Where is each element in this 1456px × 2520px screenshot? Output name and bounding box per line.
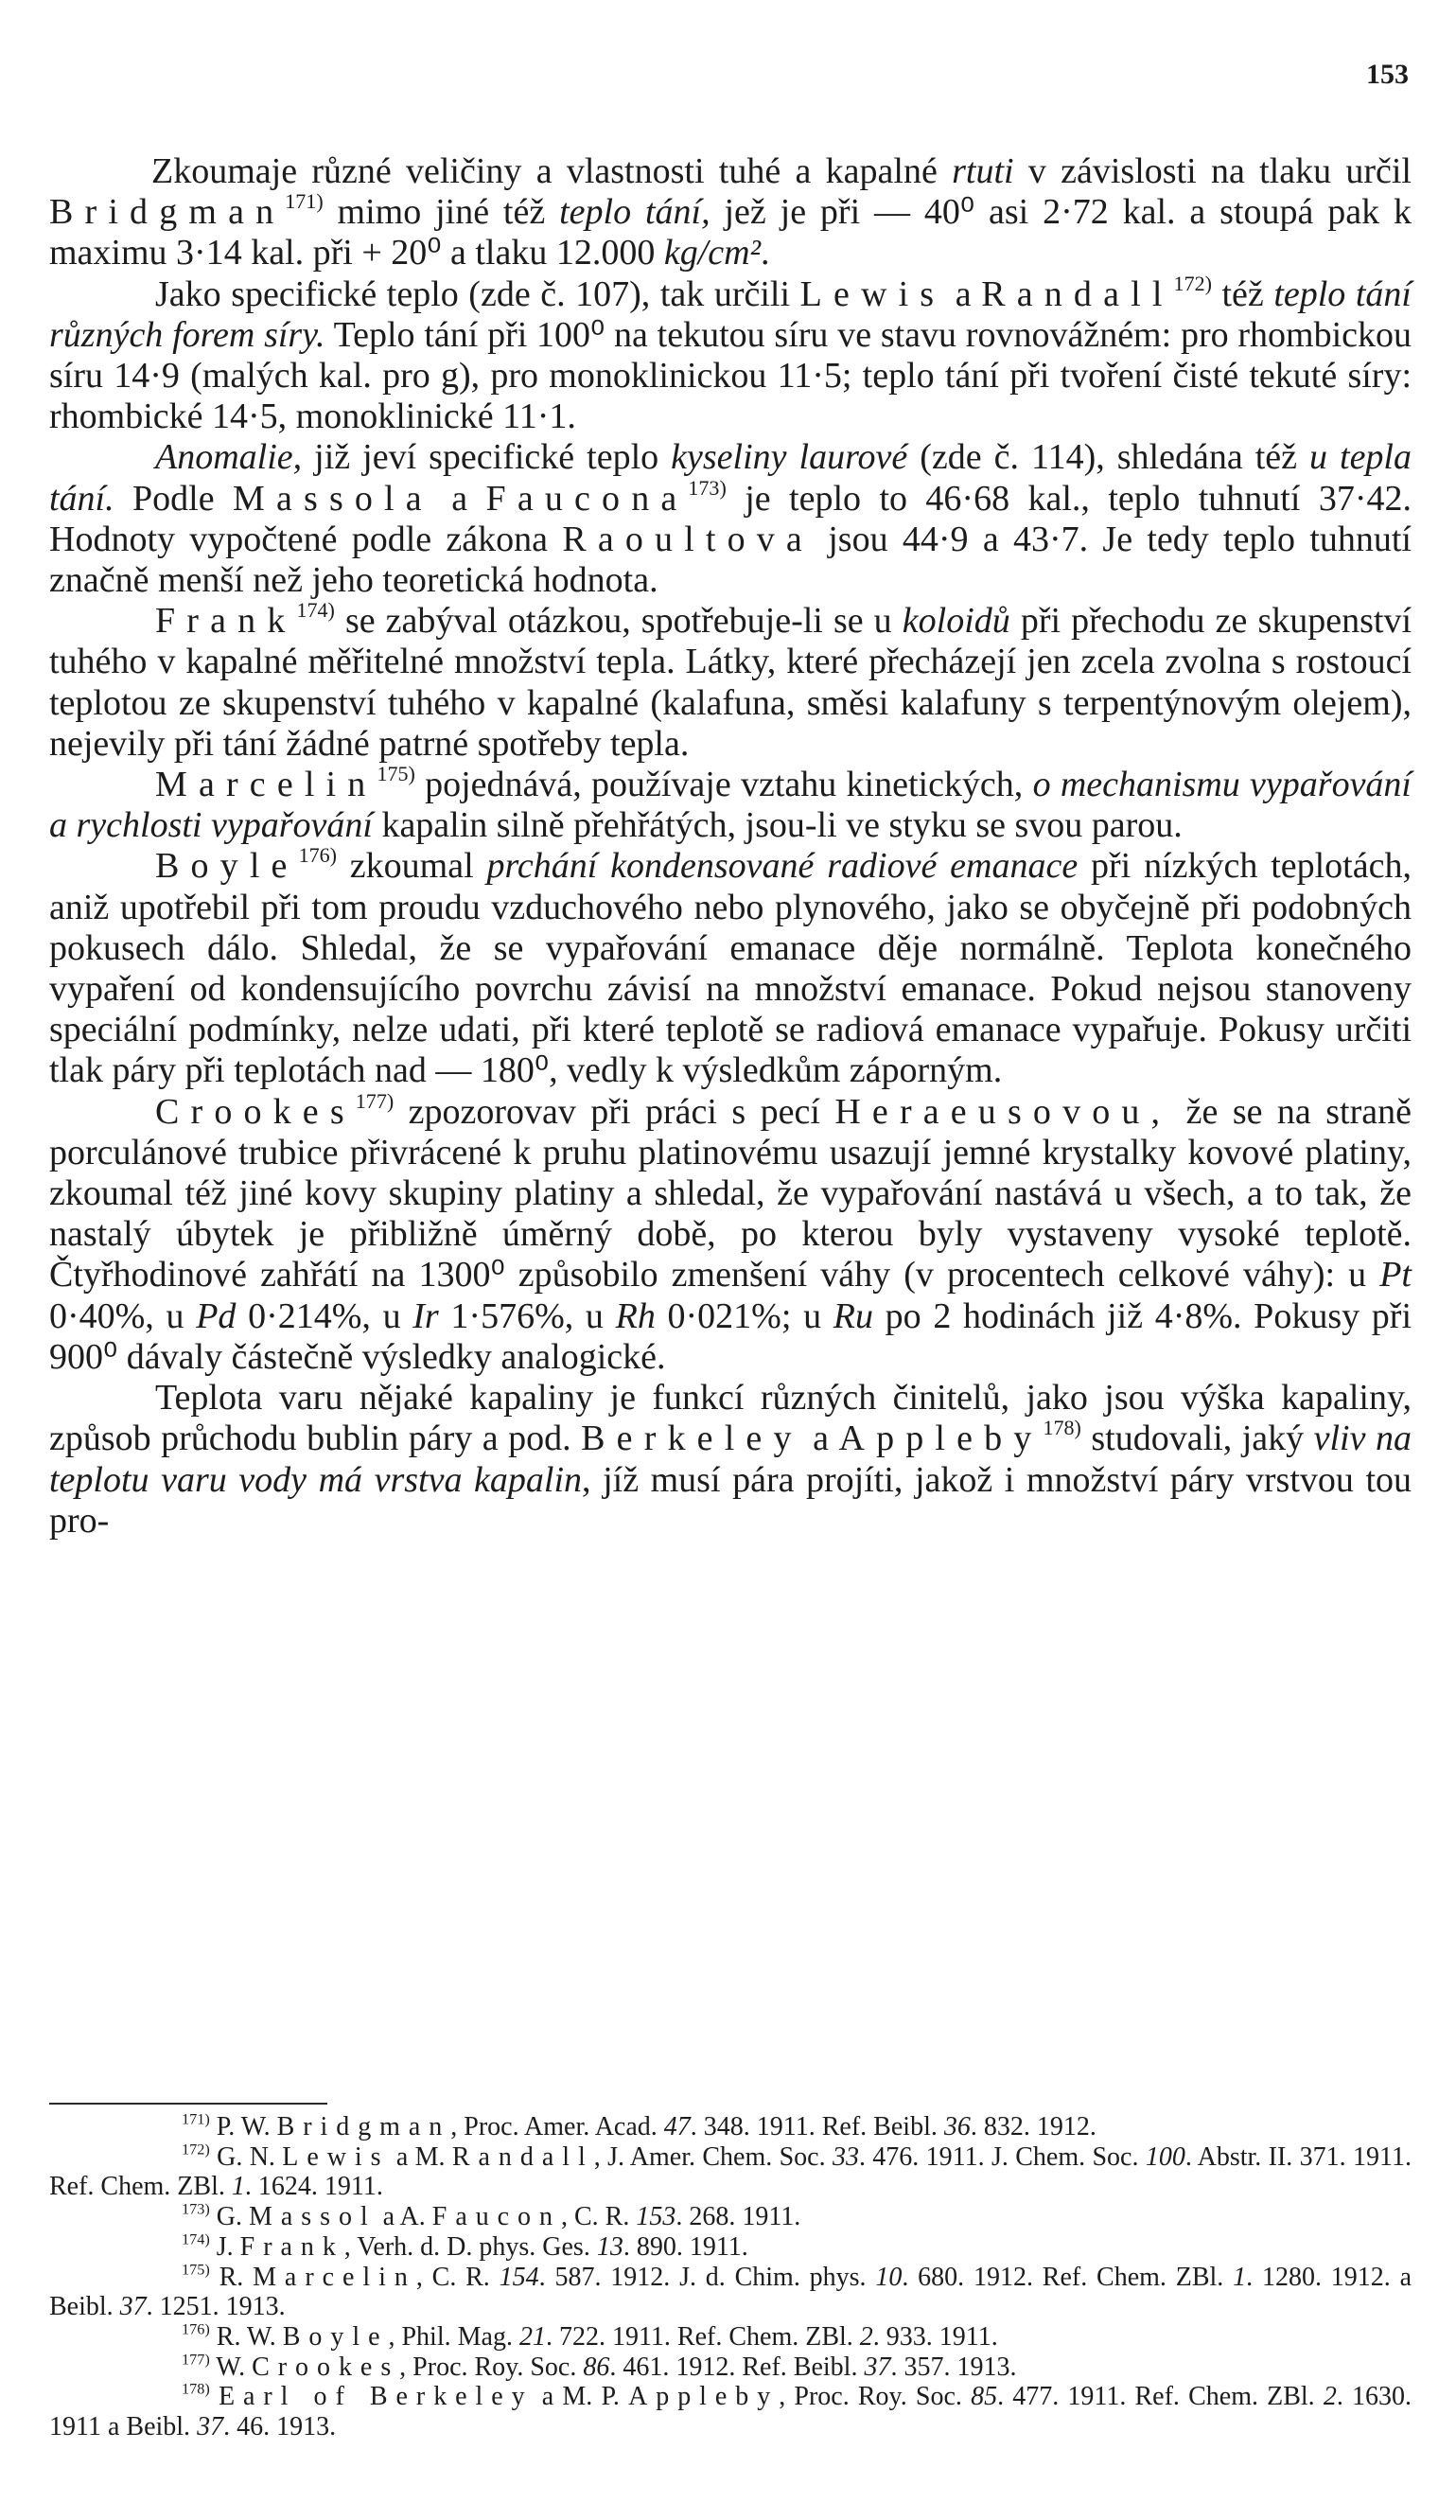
text-run: a A. bbox=[376, 2202, 432, 2232]
text-run: Zkoumaje různé veličiny a vlastnosti tuhé a kapalné bbox=[151, 151, 953, 191]
footnote-174 bbox=[49, 2232, 1412, 2263]
paragraph-sulfur bbox=[49, 271, 1412, 438]
spaced-name: Appleby bbox=[838, 1419, 1044, 1459]
text-run: 0·40%, u bbox=[49, 1295, 197, 1336]
spaced-name: Frank bbox=[239, 2231, 344, 2262]
spaced-name: Crookes bbox=[155, 1091, 356, 1132]
text-run: Teplota varu nějaké kapaliny je funkcí různých činitelů, jako jsou výška kapaliny, způsob průchodu bublin páry a pod. bbox=[49, 1378, 1412, 1459]
paragraph-lauric-acid bbox=[49, 437, 1412, 601]
text-run: . 832. 1912. bbox=[970, 2112, 1096, 2141]
text-run: G. bbox=[209, 2202, 249, 2232]
italic-text: 33 bbox=[832, 2141, 859, 2172]
reference-mark: 177) bbox=[182, 2350, 210, 2368]
italic-text: teplo tání, bbox=[559, 192, 710, 233]
italic-text: Ru bbox=[833, 1295, 873, 1336]
italic-text: Ir bbox=[412, 1295, 439, 1336]
text-run: . 1251. 1913. bbox=[146, 2292, 286, 2322]
italic-text: 37 bbox=[864, 2352, 891, 2382]
paragraph-platinum-metals bbox=[49, 1088, 1412, 1378]
italic-text: kyseliny laurové bbox=[671, 437, 908, 478]
text-run: mimo jiné též bbox=[323, 192, 560, 233]
text-run: a M. bbox=[389, 2141, 452, 2172]
text-run: . 1280. 1912. a Beibl. bbox=[49, 2262, 1412, 2322]
text-run: studovali, jaký bbox=[1080, 1419, 1314, 1459]
reference-mark: 175) bbox=[182, 2260, 210, 2278]
paragraph-evaporation-mechanism bbox=[49, 762, 1412, 846]
text-run: 0·214%, u bbox=[236, 1295, 413, 1336]
text-run: pojednává, používaje vztahu kinetických, bbox=[414, 765, 1033, 805]
spaced-name: Frank bbox=[155, 601, 297, 642]
paragraph-radium-emanation bbox=[49, 843, 1412, 1091]
text-run: též bbox=[1211, 273, 1274, 314]
italic-text: Anomalie, bbox=[155, 437, 303, 478]
text-run: . 722. 1911. Ref. Chem. ZBl. bbox=[545, 2321, 860, 2352]
reference-mark: 178) bbox=[1043, 1416, 1081, 1440]
spaced-name: Bridgman bbox=[276, 2112, 451, 2141]
reference-mark: 173) bbox=[688, 475, 727, 500]
text-run: . 1630. 1911 a Beibl. bbox=[49, 2382, 1412, 2442]
text-run: . Abstr. II. 371. 1911. Ref. Chem. ZBl. bbox=[49, 2141, 1412, 2202]
text-run: , Verh. d. D. phys. Ges. bbox=[343, 2231, 597, 2262]
italic-text: 47 bbox=[663, 2112, 691, 2141]
spaced-name: Heraeusovou, bbox=[834, 1091, 1172, 1132]
italic-text: rtuti bbox=[952, 151, 1014, 191]
text-run: při nízkých teplotách, aniž upotřebil při tom proudu vzduchového nebo plynového, jako se obyčejně při podobných pokusech dálo. Shledal, že se vypařování emanace děje normálně. Teplota konečného vypaření od kondensujícího povrchu závisí na množství emanace. Pokud nejsou stanoveny speciální podmínky, nelze udati, při které teplotě se radiová emanace vypařuje. Pokusy určiti tlak páry při teplotách nad — 180⁰, vedly k výsledkům záporným. bbox=[49, 846, 1412, 1091]
text-run: , Phil. Mag. bbox=[388, 2321, 519, 2352]
text-run: (zde č. 114), shledána též bbox=[907, 437, 1309, 478]
text-run: a bbox=[432, 478, 486, 519]
italic-text: 2 bbox=[1323, 2382, 1337, 2412]
reference-mark: 176) bbox=[182, 2320, 210, 2338]
text-run: , Proc. Roy. Soc. bbox=[779, 2382, 972, 2412]
reference-mark: 178) bbox=[182, 2380, 210, 2398]
text-run: po 2 hodinách již 4·8%. Pokusy při 900⁰ dávaly částečně výsledky analogické. bbox=[49, 1295, 1412, 1377]
text-run: jež je při — 40⁰ asi 2·72 kal. a stoupá pak k maximu 3·14 kal. při + 20⁰ a tlaku 12.000 bbox=[49, 192, 1412, 273]
spaced-name: Berkeley bbox=[581, 1419, 803, 1459]
footnote-177 bbox=[49, 2350, 1412, 2383]
italic-text: 37 bbox=[119, 2292, 147, 2322]
italic-text: 100 bbox=[1145, 2141, 1185, 2172]
text-run: , C. R. bbox=[560, 2202, 637, 2232]
footnote-172 bbox=[49, 2142, 1412, 2202]
italic-text: Rh bbox=[615, 1295, 656, 1336]
text-run: . 1624. 1911. bbox=[244, 2172, 383, 2202]
text-run bbox=[210, 2382, 219, 2411]
footnote-178 bbox=[49, 2382, 1412, 2441]
italic-text: 85 bbox=[971, 2382, 998, 2412]
italic-text: Pt bbox=[1379, 1255, 1412, 1295]
reference-mark: 174) bbox=[182, 2230, 210, 2248]
spaced-name: Marcelin bbox=[155, 765, 377, 805]
text-run: . bbox=[760, 233, 770, 273]
footnote-175 bbox=[49, 2260, 1412, 2322]
text-run: a bbox=[802, 1419, 839, 1459]
reference-mark: 174) bbox=[296, 598, 335, 623]
text-run: , J. Amer. Chem. Soc. bbox=[593, 2141, 833, 2172]
italic-text: 1 bbox=[231, 2172, 245, 2202]
italic-text: o mechanismu vypařování a rychlosti vypařování bbox=[49, 765, 1412, 846]
italic-text: kg/cm² bbox=[663, 233, 761, 273]
italic-text: 86 bbox=[583, 2352, 610, 2382]
spaced-name: Earl of Berkeley bbox=[218, 2382, 534, 2412]
footnote-173 bbox=[49, 2202, 1412, 2232]
italic-text: prchání kondensované radiové emanace bbox=[486, 846, 1079, 887]
text-run: jsou 44·9 a 43·7. Je tedy teplo tuhnutí značně menší než jeho teoretická hodnota. bbox=[49, 519, 1412, 601]
paragraph-colloids bbox=[49, 598, 1412, 765]
text-run: G. N. bbox=[209, 2141, 283, 2172]
text-run: při přechodu ze skupenství tuhého v kapalné měřitelné množství tepla. Látky, které přecházejí jen zcela zvolna s rostoucí teplotou ze skupenství tuhého v kapalné (kalafuna, směsi kalafuny s terpentýnovým olejem), nejevily při tání žádné patrné spotřeby tepla. bbox=[49, 601, 1412, 764]
reference-mark: 176) bbox=[298, 843, 337, 868]
text-run: . 680. 1912. Ref. Chem. ZBl. bbox=[902, 2262, 1234, 2292]
text-run: zpozorovav při práci s pecí bbox=[394, 1091, 835, 1132]
reference-mark: 172) bbox=[1173, 271, 1212, 295]
spaced-name: Faucona bbox=[485, 478, 689, 519]
spaced-name: Bridgman bbox=[49, 192, 286, 233]
footnote-divider bbox=[49, 2103, 327, 2105]
text-run: W. bbox=[209, 2352, 253, 2382]
text-run: . 587. 1912. J. d. Chim. phys. bbox=[538, 2262, 876, 2292]
reference-mark: 171) bbox=[285, 189, 324, 214]
spaced-name: Boyle bbox=[282, 2321, 389, 2352]
text-run: R. bbox=[209, 2262, 254, 2292]
spaced-name: Crookes bbox=[252, 2352, 400, 2382]
reference-mark: 173) bbox=[182, 2200, 210, 2218]
spaced-name: Lewis bbox=[799, 273, 946, 314]
spaced-name: Lewis bbox=[282, 2141, 390, 2172]
text-run: a bbox=[945, 273, 982, 314]
text-run: . 461. 1912. Ref. Beibl. bbox=[609, 2352, 865, 2382]
italic-text: 13 bbox=[596, 2231, 623, 2262]
italic-text: 153 bbox=[636, 2202, 676, 2232]
text-run: . 933. 1911. bbox=[872, 2321, 998, 2352]
spaced-name: Marcelin bbox=[253, 2262, 416, 2292]
text-run: , jíž musí pára projíti, jakož i množství páry vrstvou tou pro- bbox=[49, 1459, 1412, 1541]
spaced-name: Raoultova bbox=[562, 519, 814, 559]
text-run: , Proc. Roy. Soc. bbox=[399, 2352, 584, 2382]
italic-text: 1 bbox=[1233, 2262, 1247, 2292]
text-run: . 476. 1911. J. Chem. Soc. bbox=[858, 2141, 1146, 2172]
italic-text: teplo tání různých forem síry. bbox=[49, 273, 1412, 355]
reference-mark: 175) bbox=[377, 762, 415, 786]
italic-text: u tepla tání. bbox=[49, 437, 1412, 519]
text-run: , C. R. bbox=[415, 2262, 500, 2292]
text-run: je teplo to 46·68 kal., teplo tuhnutí 37·42. Hodnoty vypočtené podle zákona bbox=[49, 478, 1412, 559]
italic-text: 10 bbox=[875, 2262, 903, 2292]
italic-text: 2 bbox=[859, 2321, 873, 2352]
footnote-176 bbox=[49, 2322, 1412, 2353]
text-run: , Proc. Amer. Acad. bbox=[450, 2112, 664, 2141]
reference-mark: 177) bbox=[355, 1088, 395, 1113]
text-run: kapalin silně přehřátých, jsou-li ve styku se svou parou. bbox=[372, 805, 1183, 846]
text-run: Jako specifické teplo (zde č. 107), tak určili bbox=[155, 273, 800, 314]
text-run: R. W. bbox=[209, 2321, 283, 2352]
text-run: P. W. bbox=[209, 2112, 277, 2141]
footnote-171 bbox=[49, 2112, 1412, 2142]
text-run: . 46. 1913. bbox=[223, 2412, 337, 2442]
text-run: zkoumal bbox=[336, 846, 487, 887]
page-number: 153 bbox=[1366, 59, 1409, 90]
text-run: že se na straně porculánové trubice přivrácené k pruhu platinovému usazují jemné krystalky kovové platiny, zkoumal též jiné kovy skupiny platiny a shledal, že vypařování nastává u všech, a to tak, že nastalý úbytek je přibližně úměrný době, po kterou byly vystaveny vysoké teplotě. Čtyřhodinové zahřátí na 1300⁰ způsobilo zmenšení váhy (v procentech celkové váhy): u bbox=[49, 1091, 1412, 1295]
text-run: Podle bbox=[114, 478, 234, 519]
text-run: J. bbox=[209, 2231, 240, 2262]
text-run: v závislosti na tlaku určil bbox=[1013, 151, 1412, 191]
italic-text: 36 bbox=[943, 2112, 971, 2141]
spaced-name: Faucon bbox=[431, 2202, 561, 2232]
text-run: se zabýval otázkou, spotřebuje-li se u bbox=[334, 601, 903, 642]
body-text bbox=[49, 151, 1412, 1542]
reference-mark: 171) bbox=[182, 2110, 210, 2128]
text-run: . 348. 1911. Ref. Beibl. bbox=[690, 2112, 944, 2141]
text-run: 0·021%; u bbox=[655, 1295, 833, 1336]
reference-mark: 172) bbox=[182, 2141, 210, 2159]
text-run: a M. P. bbox=[533, 2382, 629, 2412]
spaced-name: Boyle bbox=[155, 846, 299, 887]
text-run: . 268. 1911. bbox=[675, 2202, 801, 2232]
paragraph-mercury bbox=[49, 151, 1412, 274]
spaced-name: Massol bbox=[249, 2202, 377, 2232]
spaced-name: Randall bbox=[981, 273, 1174, 314]
italic-text: koloidů bbox=[902, 601, 1010, 642]
text-run: . 357. 1913. bbox=[890, 2352, 1017, 2382]
spaced-name: Appleby bbox=[628, 2382, 780, 2412]
text-run: . 890. 1911. bbox=[623, 2231, 748, 2262]
footnotes bbox=[49, 2112, 1412, 2442]
text-run: Teplo tání při 100⁰ na tekutou síru ve stavu rovnovážném: pro rhombickou síru 14·9 (malých kal. pro g), pro monoklinickou 11·5; teplo tání při tvoření čisté tekuté síry: rhombické 14·5, monoklinické 11·1. bbox=[49, 314, 1412, 437]
text-run: . 477. 1911. Ref. Chem. ZBl. bbox=[997, 2382, 1324, 2412]
spaced-name: Randall bbox=[451, 2141, 594, 2172]
italic-text: 154 bbox=[499, 2262, 539, 2292]
italic-text: 37 bbox=[197, 2412, 224, 2442]
italic-text: vliv na teplotu varu vody má vrstva kapalin bbox=[49, 1419, 1412, 1500]
text-run: již jeví specifické teplo bbox=[302, 437, 672, 478]
spaced-name: Massola bbox=[233, 478, 433, 519]
italic-text: Pd bbox=[196, 1295, 237, 1336]
text-run: 1·576%, u bbox=[438, 1295, 616, 1336]
italic-text: 21 bbox=[518, 2321, 546, 2352]
paragraph-boiling-point bbox=[49, 1378, 1412, 1542]
